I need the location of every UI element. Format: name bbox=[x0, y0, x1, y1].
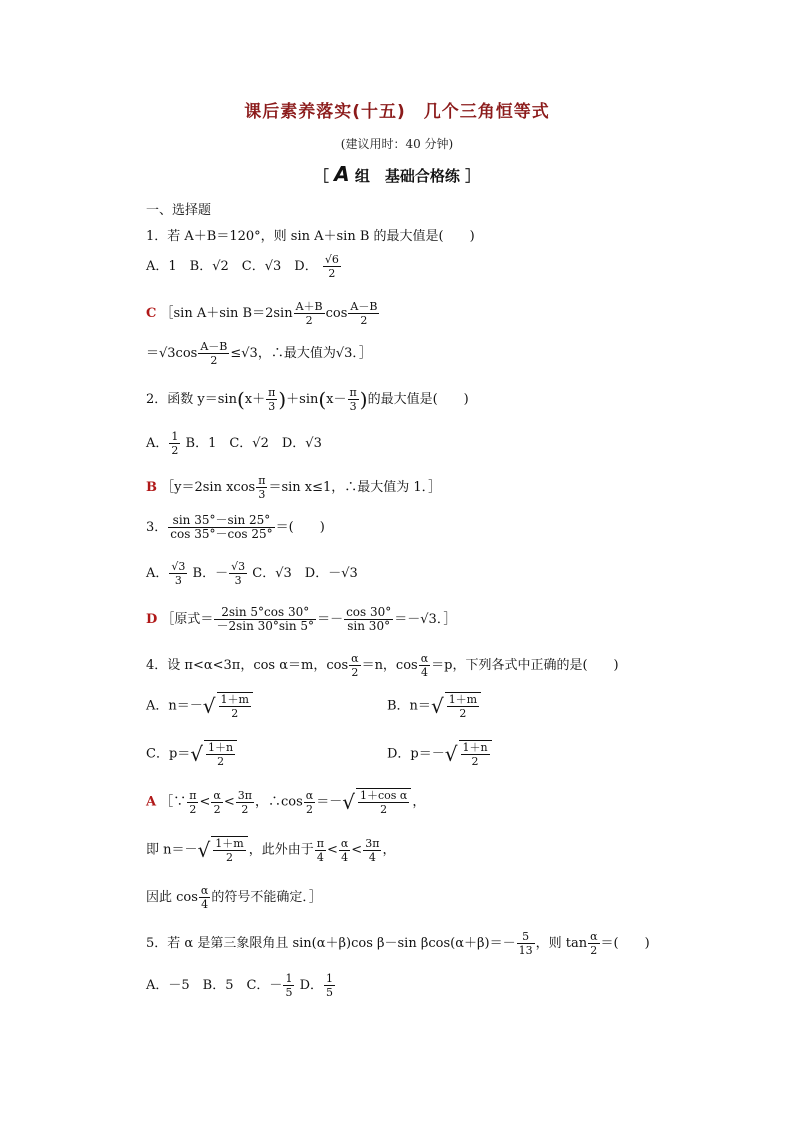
q2-options: A． $\frac{1}{2}$ B．1 C．√2 D．√3 bbox=[146, 430, 322, 457]
section-heading: 一、选择题 bbox=[146, 203, 212, 218]
q4-solution-line2: 即 n＝－√ $\frac{1+m}{2}$ ，此外由于 $\frac{\pi}{4}$ < $\frac{\alpha}{4}$ < $\frac{3\pi}{4}$ ， bbox=[146, 836, 396, 864]
q2-stem: 2．函数 y＝sin(x＋ $\frac{\pi}{3}$ )＋sin(x－ $\frac{\pi}{3}$ )的最大值是( ) bbox=[146, 386, 469, 413]
group-bracket-left: ［ bbox=[313, 167, 329, 185]
group-letter: A bbox=[334, 162, 350, 186]
q1-solution-line1: C ［sin A＋sin B＝2sin $\frac{A+B}{2}$ cos $\frac{A-B}{2}$ bbox=[146, 300, 378, 327]
q1-option-d-fraction: $\frac{√6}{2}$ bbox=[324, 253, 339, 280]
group-label: 组 基础合格练 bbox=[354, 167, 460, 185]
q3-solution: D ［原式＝ $\frac{2\sin 5^\circ\cos 30^\circ}{-2\sin 30^\circ\sin 5^\circ}$ ＝－ $\frac{\cos 30^\circ}{\sin 30^\circ}$ ＝－√3．］ bbox=[146, 605, 457, 633]
q3-options: A． $\frac{√3}{3}$ B．－ $\frac{√3}{3}$ C．√3 D．－√3 bbox=[146, 560, 358, 587]
q2-solution: B ［y＝2sin xcos $\frac{\pi}{3}$ ＝sin x≤1，∴最大值为 1．］ bbox=[146, 474, 442, 501]
q2-answer: B bbox=[146, 480, 157, 495]
q4-option-a: A．n＝－√ $\frac{1+m}{2}$ bbox=[146, 692, 254, 720]
q1-options-text: A．1 B．√2 C．√3 D． bbox=[146, 259, 318, 274]
q1-solution-line2: ＝√3cos $\frac{A-B}{2}$ ≤√3，∴最大值为√3．］ bbox=[146, 340, 372, 367]
q5-stem: 5．若 α 是第三象限角且 sin(α＋β)cos β－sin βcos(α＋β)＝－ $\frac{5}{13}$ ，则 tan $\frac{\alpha}{2}$ ＝( ) bbox=[146, 930, 650, 957]
time-suggestion: (建议用时：40 分钟) bbox=[340, 137, 454, 151]
q5-options: A．－5 B．5 C．－ $\frac{1}{5}$ D． $\frac{1}{5}$ bbox=[146, 972, 334, 999]
q4-option-d: D．p＝－√ $\frac{1+n}{2}$ bbox=[387, 740, 493, 768]
group-heading bbox=[0, 162, 794, 186]
q4-option-b: B．n＝√ $\frac{1+m}{2}$ bbox=[387, 692, 482, 720]
q3-stem: 3． $\frac{\sin 35^\circ-\sin 25^\circ}{\cos 35^\circ-\cos 25^\circ}$ ＝( ) bbox=[146, 513, 325, 541]
q4-option-c: C．p＝√ $\frac{1+n}{2}$ bbox=[146, 740, 238, 768]
q4-answer: A bbox=[146, 794, 157, 810]
q1-stem: 1．若 A＋B＝120°，则 sin A＋sin B 的最大值是( ) bbox=[146, 229, 475, 244]
q3-answer: D bbox=[146, 612, 158, 627]
page-title: 课后素养落实(十五) 几个三角恒等式 bbox=[244, 102, 550, 122]
q4-solution-line1: A ［∵ $\frac{\pi}{2}$ < $\frac{\alpha}{2}$ < $\frac{3\pi}{2}$ ，∴cos $\frac{\alpha}{2}$ ＝－√ $\frac{\text{1＋cos α}}{2}$ ， bbox=[146, 788, 426, 816]
group-bracket-right: ］ bbox=[465, 167, 481, 185]
q1-options bbox=[146, 253, 342, 280]
q4-stem: 4．设 π<α<3π，cos α＝m，cos $\frac{\alpha}{2}$ ＝n，cos $\frac{\alpha}{4}$ ＝p，下列各式中正确的是( ) bbox=[146, 652, 619, 679]
q4-solution-line3: 因此 cos $\frac{\alpha}{4}$ 的符号不能确定．］ bbox=[146, 884, 322, 911]
q1-answer: C bbox=[146, 306, 157, 321]
